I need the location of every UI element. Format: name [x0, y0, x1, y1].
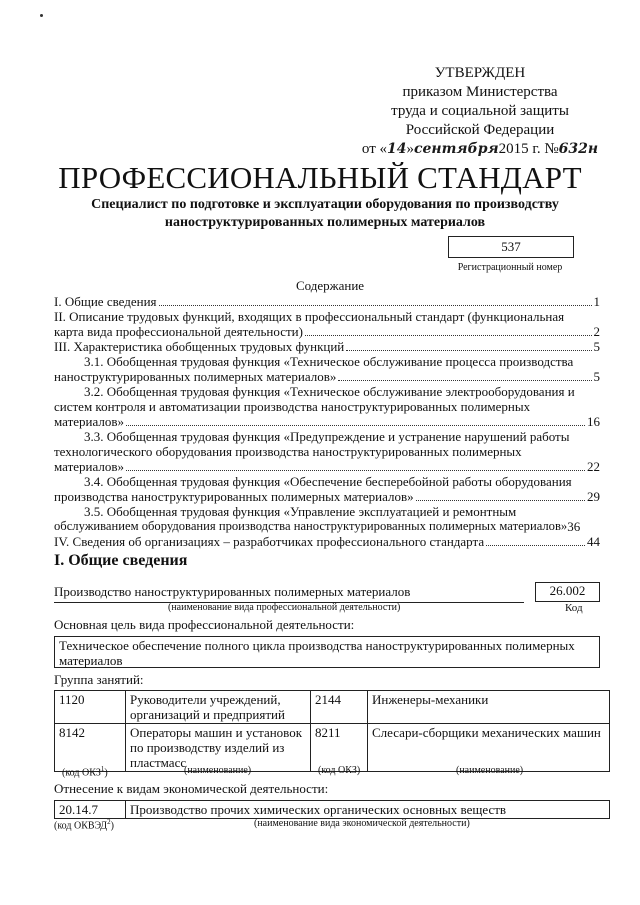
approval-stamp: [360, 64, 600, 159]
toc-item-text: систем контроля и автоматизации производства наноструктурированных полимерных: [54, 399, 531, 414]
date-mid: »: [406, 141, 414, 157]
table-of-contents: [54, 294, 600, 549]
toc-item-text: I. Общие сведения: [54, 294, 157, 309]
date-year: 2015 г. №: [498, 141, 559, 157]
goal-label: Основная цель вида профессиональной деятельности:: [54, 617, 355, 632]
toc-item-page: 44: [587, 534, 600, 549]
table-row: [55, 801, 610, 819]
toc-item[interactable]: [54, 384, 600, 429]
code-caption: Код: [565, 602, 583, 614]
occupation-name-cell: Инженеры-механики: [368, 691, 610, 724]
okz-code-cell: 1120: [55, 691, 126, 724]
toc-item-text: материалов»: [54, 414, 124, 429]
registration-caption: Регистрационный номер: [457, 262, 563, 273]
toc-item-text: 3.1. Обобщенная трудовая функция «Техническое обслуживание процесса производства: [84, 354, 574, 369]
okz-caption: (код ОКЗ): [318, 765, 361, 776]
toc-item-text: материалов»: [54, 459, 124, 474]
okz-code-cell: 2144: [311, 691, 368, 724]
document-subtitle: Специалист по подготовке и эксплуатации оборудования по производству наноструктурированных полимерных материалов: [91, 197, 559, 230]
activity-caption: (наименование вида профессиональной деятельности): [168, 602, 401, 613]
okz-caption: (код ОКЗ$^1$): [62, 765, 108, 779]
occupation-name-cell: Операторы машин и установок по производству изделий из пластмасс: [126, 724, 311, 772]
okved-name-cell: Производство прочих химических органических основных веществ: [126, 801, 610, 819]
activity-code: 26.002: [535, 582, 600, 602]
order-number: 632н: [558, 141, 599, 157]
toc-item-text: 3.5. Обобщенная трудовая функция «Управление эксплуатацией и ремонтным: [84, 504, 517, 519]
toc-item-text: производства наноструктурированных полимерных материалов»: [54, 489, 414, 504]
toc-item[interactable]: [54, 339, 600, 354]
name-caption: (наименование): [456, 765, 524, 776]
okz-code-cell: 8142: [55, 724, 126, 772]
okz-code-cell: 8211: [311, 724, 368, 772]
toc-item[interactable]: [54, 309, 600, 339]
toc-item[interactable]: [54, 474, 600, 504]
approval-heading: УТВЕРЖДЕН: [434, 65, 526, 81]
toc-item-text: 3.4. Обобщенная трудовая функция «Обеспечение бесперебойной работы оборудования: [84, 474, 572, 489]
toc-item-text: наноструктурированных полимерных материалов»: [54, 369, 337, 384]
date-day: 14: [387, 141, 407, 157]
occupation-label: Группа занятий:: [54, 672, 144, 687]
approval-line: труда и социальной защиты: [391, 103, 569, 119]
date-prefix: от «: [361, 141, 387, 157]
date-month: сентября: [413, 141, 499, 157]
okved-name-caption: (наименование вида экономической деятельности): [254, 818, 470, 829]
name-caption: (наименование): [184, 765, 252, 776]
scan-speck: [40, 14, 43, 17]
toc-item-text: карта вида профессиональной деятельности): [54, 324, 303, 339]
toc-item[interactable]: [54, 294, 600, 309]
toc-item[interactable]: [54, 504, 600, 534]
toc-item-text: обслуживанием оборудования производства наноструктурированных полимерных материалов»: [54, 519, 568, 533]
toc-item-text: IV. Сведения об организациях – разработчиках профессионального стандарта: [54, 534, 485, 549]
toc-item-text: III. Характеристика обобщенных трудовых функций: [54, 339, 345, 354]
toc-item[interactable]: [54, 534, 600, 549]
occupation-name-cell: Слесари-сборщики механических машин: [368, 724, 610, 772]
goal-text: Техническое обеспечение полного цикла производства наноструктурированных полимерных материалов: [54, 636, 600, 668]
activity-name: Производство наноструктурированных полимерных материалов: [54, 584, 524, 603]
activity-row: [54, 584, 600, 602]
toc-item-text: 3.2. Обобщенная трудовая функция «Техническое обслуживание электрооборудования и: [84, 384, 575, 399]
toc-item-page: 5: [593, 339, 600, 354]
registration-number: 537: [448, 236, 574, 258]
toc-item-page: 22: [587, 459, 600, 474]
document-title: ПРОФЕССИОНАЛЬНЫЙ СТАНДАРТ: [58, 160, 582, 195]
approval-line: Российской Федерации: [405, 122, 555, 138]
toc-item-page: 16: [587, 414, 600, 429]
toc-item-text: II. Описание трудовых функций, входящих в профессиональный стандарт (функциональная: [54, 309, 565, 324]
section-heading: I. Общие сведения: [54, 552, 188, 569]
okved-table: [54, 800, 610, 819]
toc-item-page: 1: [593, 294, 600, 309]
toc-item[interactable]: [54, 429, 600, 474]
toc-item-text: технологического оборудования производства наноструктурированных полимерных: [54, 444, 522, 459]
toc-item[interactable]: [54, 354, 600, 384]
okved-code-caption: (код ОКВЭД$^2$): [54, 818, 114, 832]
table-row: [55, 691, 610, 724]
toc-item-page: 36: [567, 519, 581, 534]
toc-title: Содержание: [295, 278, 365, 293]
toc-item-page: 5: [593, 369, 600, 384]
approval-date-line: [360, 140, 600, 159]
toc-item-page: 2: [593, 324, 600, 339]
toc-item-text: 3.3. Обобщенная трудовая функция «Предупреждение и устранение нарушений работы: [84, 429, 570, 444]
okved-label: Отнесение к видам экономической деятельности:: [54, 781, 329, 796]
toc-item-page: 29: [587, 489, 600, 504]
approval-line: приказом Министерства: [402, 84, 558, 100]
occupation-table: [54, 690, 610, 772]
occupation-name-cell: Руководители учреждений, организаций и предприятий: [126, 691, 311, 724]
okved-code-cell: 20.14.7: [55, 801, 126, 819]
